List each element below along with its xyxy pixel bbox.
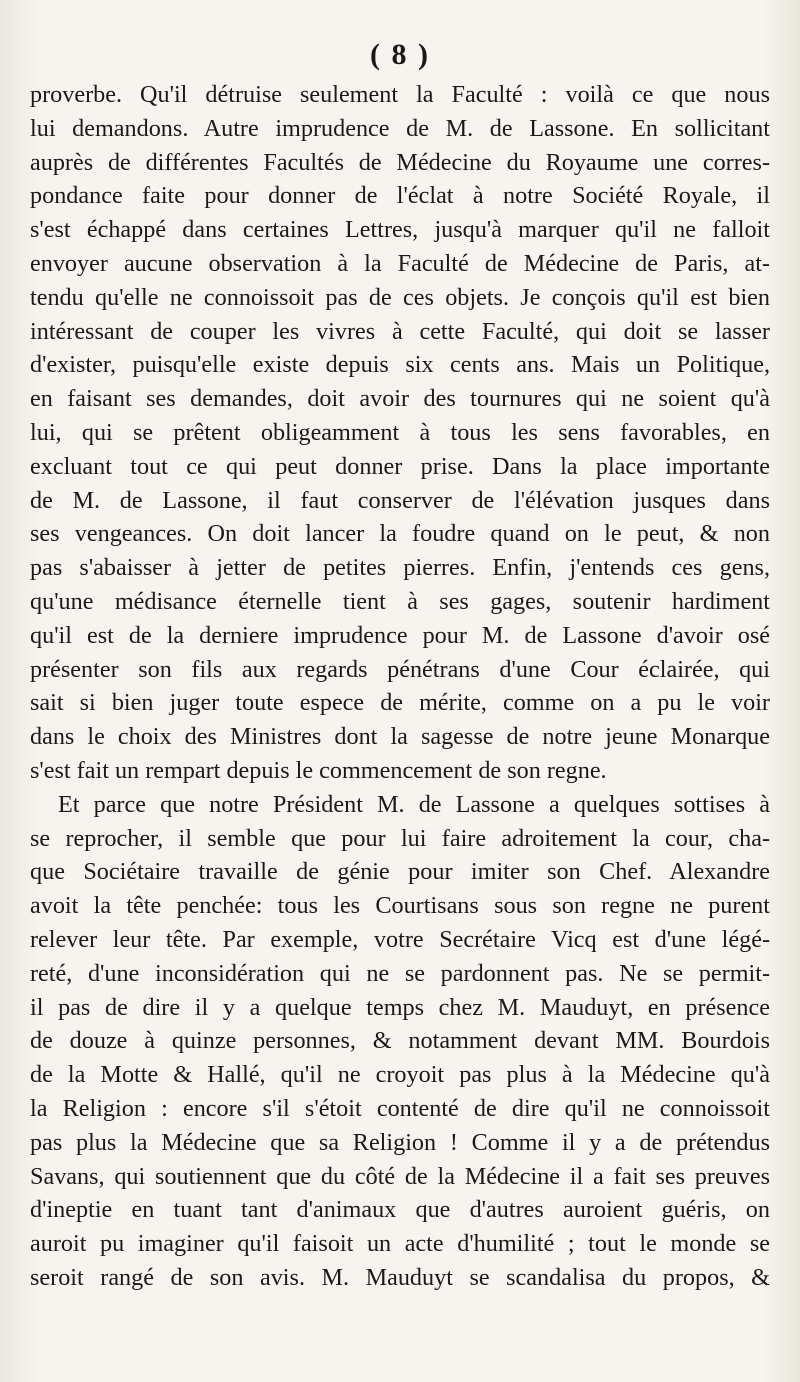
text-line: qu'une médisance éternelle tient à ses gages, soutenir hardiment <box>30 587 770 615</box>
text-line: d'exister, puisqu'elle existe depuis six cents ans. Mais un Politique, <box>30 351 770 379</box>
text-line: pas plus la Médecine que sa Religion ! Comme il y a de prétendus <box>30 1128 770 1156</box>
text-line: de la Motte & Hallé, qu'il ne croyoit pas plus à la Médecine qu'à <box>30 1061 770 1089</box>
text-line: lui, qui se prêtent obligeamment à tous les sens favorables, en <box>30 418 770 446</box>
text-line: qu'il est de la derniere imprudence pour M. de Lassone d'avoir osé <box>30 621 770 649</box>
text-line: proverbe. Qu'il détruise seulement la Faculté : voilà ce que nous <box>30 81 770 108</box>
text-line: de douze à quinze personnes, & notamment devant MM. Bourdois <box>30 1027 770 1055</box>
page-number: ( 8 ) <box>370 38 430 71</box>
text-line: d'ineptie en tuant tant d'animaux que d'autres auroient guéris, on <box>30 1196 770 1224</box>
text-line: ses vengeances. On doit lancer la foudre quand on le peut, & non <box>30 520 770 548</box>
text-line: reté, d'une inconsidération qui ne se pardonnent pas. Ne se permit- <box>30 959 770 987</box>
text-line: s'est échappé dans certaines Lettres, jusqu'à marquer qu'il ne falloit <box>30 216 770 244</box>
text-line: Et parce que notre Président M. de Lassone a quelques sottises à <box>58 790 770 818</box>
page-body-text <box>30 78 770 1295</box>
text-line: se reprocher, il semble que pour lui faire adroitement la cour, cha- <box>30 824 770 852</box>
text-line: auroit pu imaginer qu'il faisoit un acte d'humilité ; tout le monde se <box>30 1230 770 1258</box>
text-line: la Religion : encore s'il s'étoit contenté de dire qu'il ne connoissoit <box>30 1094 770 1122</box>
text-line: excluant tout ce qui peut donner prise. Dans la place importante <box>30 452 770 480</box>
text-line: relever leur tête. Par exemple, votre Secrétaire Vicq est d'une légé- <box>30 925 770 953</box>
text-line: que Sociétaire travaille de génie pour imiter son Chef. Alexandre <box>30 858 770 886</box>
text-line: de M. de Lassone, il faut conserver de l'élévation jusques dans <box>30 486 770 514</box>
text-line: seroit rangé de son avis. M. Mauduyt se scandalisa du propos, & <box>30 1263 770 1291</box>
text-line: dans le choix des Ministres dont la sagesse de notre jeune Monarque <box>30 723 770 751</box>
text-line: il pas de dire il y a quelque temps chez M. Mauduyt, en présence <box>30 993 770 1021</box>
text-line: intéressant de couper les vivres à cette Faculté, qui doit se lasser <box>30 317 770 345</box>
text-line: tendu qu'elle ne connoissoit pas de ces objets. Je conçois qu'il est bien <box>30 283 770 311</box>
text-line: Savans, qui soutiennent que du côté de la Médecine il a fait ses preuves <box>30 1162 770 1190</box>
text-line: pondance faite pour donner de l'éclat à notre Société Royale, il <box>30 182 770 210</box>
text-line: envoyer aucune observation à la Faculté de Médecine de Paris, at- <box>30 249 770 277</box>
text-line: pas s'abaisser à jetter de petites pierres. Enfin, j'entends ces gens, <box>30 554 770 582</box>
text-line: sait si bien juger toute espece de mérite, comme on a pu le voir <box>30 689 770 717</box>
text-line: s'est fait un rempart depuis le commencement de son regne. <box>30 756 607 784</box>
text-line: lui demandons. Autre imprudence de M. de Lassone. En sollicitant <box>30 114 770 142</box>
text-line: auprès de différentes Facultés de Médecine du Royaume une corres- <box>30 148 770 176</box>
text-line: avoit la tête penchée: tous les Courtisans sous son regne ne purent <box>30 892 770 920</box>
text-line: en faisant ses demandes, doit avoir des tournures qui ne soient qu'à <box>30 385 770 413</box>
text-line: présenter son fils aux regards pénétrans d'une Cour éclairée, qui <box>30 655 770 683</box>
